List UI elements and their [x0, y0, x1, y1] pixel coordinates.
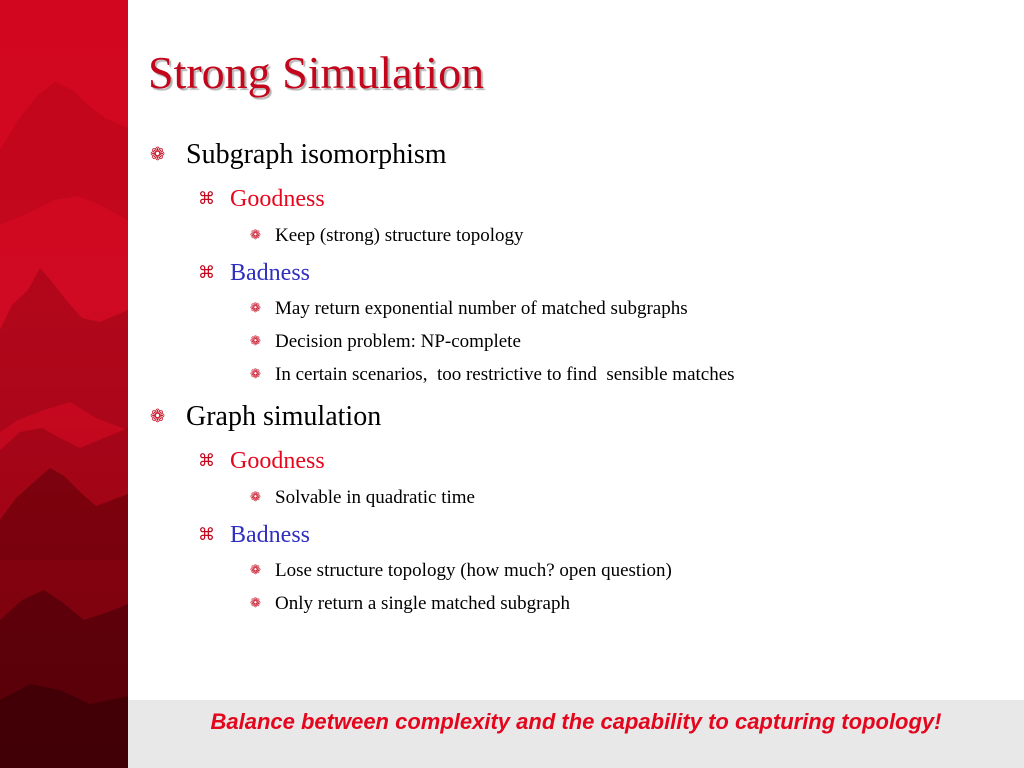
flower-bullet-icon: ❁: [250, 562, 261, 577]
bullet-text: Lose structure topology (how much? open question): [275, 560, 672, 581]
sub-sub-bullet-item: [250, 365, 735, 384]
flower-bullet-icon: ❁: [250, 366, 261, 381]
command-key-bullet-icon: ⌘: [198, 451, 215, 470]
sub-sub-bullet-item: [250, 299, 688, 318]
side-landscape-image: [0, 0, 128, 768]
bullet-text: Only return a single matched subgraph: [275, 593, 570, 614]
flower-bullet-icon: ❁: [150, 144, 166, 164]
mountain-landscape-graphic: [0, 0, 128, 768]
sub-bullet-item: [198, 523, 310, 547]
slide-title: Strong Simulation: [148, 47, 485, 98]
bullet-item: [150, 403, 381, 431]
sub-sub-bullet-item: [250, 226, 524, 245]
flower-bullet-icon: ❁: [250, 595, 261, 610]
sub-sub-bullet-item: [250, 488, 475, 507]
bullet-text: Goodness: [230, 448, 325, 474]
bullet-text: Subgraph isomorphism: [186, 139, 447, 170]
bullet-text: Graph simulation: [186, 401, 382, 432]
sub-sub-bullet-item: [250, 332, 521, 351]
flower-bullet-icon: ❁: [150, 406, 166, 426]
bullet-text: Solvable in quadratic time: [275, 487, 475, 508]
flower-bullet-icon: ❁: [250, 300, 261, 315]
sub-sub-bullet-item: [250, 561, 672, 580]
bullet-text: May return exponential number of matched subgraphs: [275, 298, 688, 319]
bullet-text: Badness: [230, 260, 310, 286]
command-key-bullet-icon: ⌘: [198, 263, 215, 282]
flower-bullet-icon: ❁: [250, 489, 261, 504]
bullet-text: Keep (strong) structure topology: [275, 225, 524, 246]
conclusion-callout: [128, 700, 1024, 768]
sub-bullet-item: [198, 449, 325, 473]
bullet-text: Decision problem: NP-complete: [275, 331, 521, 352]
callout-text: Balance between complexity and the capability to capturing topology!: [210, 709, 942, 734]
bullet-item: [150, 141, 447, 169]
bullet-text: In certain scenarios, too restrictive to find sensible matches: [275, 364, 735, 385]
sub-bullet-item: [198, 261, 310, 285]
command-key-bullet-icon: ⌘: [198, 189, 215, 208]
sub-sub-bullet-item: [250, 594, 570, 613]
command-key-bullet-icon: ⌘: [198, 525, 215, 544]
bullet-text: Badness: [230, 522, 310, 548]
sub-bullet-item: [198, 187, 325, 211]
flower-bullet-icon: ❁: [250, 227, 261, 242]
flower-bullet-icon: ❁: [250, 333, 261, 348]
bullet-text: Goodness: [230, 186, 325, 212]
